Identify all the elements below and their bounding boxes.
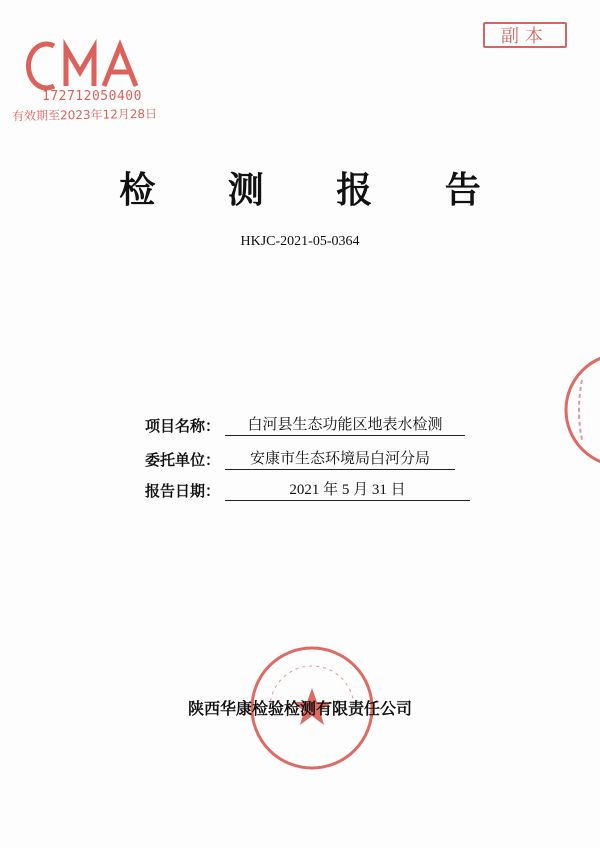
project-name-field: [145, 414, 465, 436]
report-date-field: [145, 479, 470, 501]
edge-seal-stamp: [560, 350, 600, 470]
report-date-value: 2021 年 5 月 31 日: [225, 478, 470, 501]
project-name-label: 项目名称：: [145, 417, 221, 435]
report-date-label: 报告日期：: [145, 482, 221, 500]
client-label: 委托单位：: [145, 451, 221, 469]
page-title: 检 测 报 告: [119, 170, 511, 211]
client-field: [145, 448, 455, 470]
copy-stamp: [483, 22, 567, 48]
report-number: HKJC-2021-05-0364: [240, 234, 360, 249]
cma-certificate-number: 172712050400: [42, 89, 142, 104]
company-name: 陕西华康检验检测有限责任公司: [187, 699, 412, 718]
client-value: 安康市生态环境局白河分局: [225, 447, 455, 470]
cma-validity-date: 有效期至2023年12月28日: [11, 106, 158, 124]
copy-stamp-label: 副本: [501, 26, 549, 47]
project-name-value: 白河县生态功能区地表水检测: [225, 413, 465, 436]
